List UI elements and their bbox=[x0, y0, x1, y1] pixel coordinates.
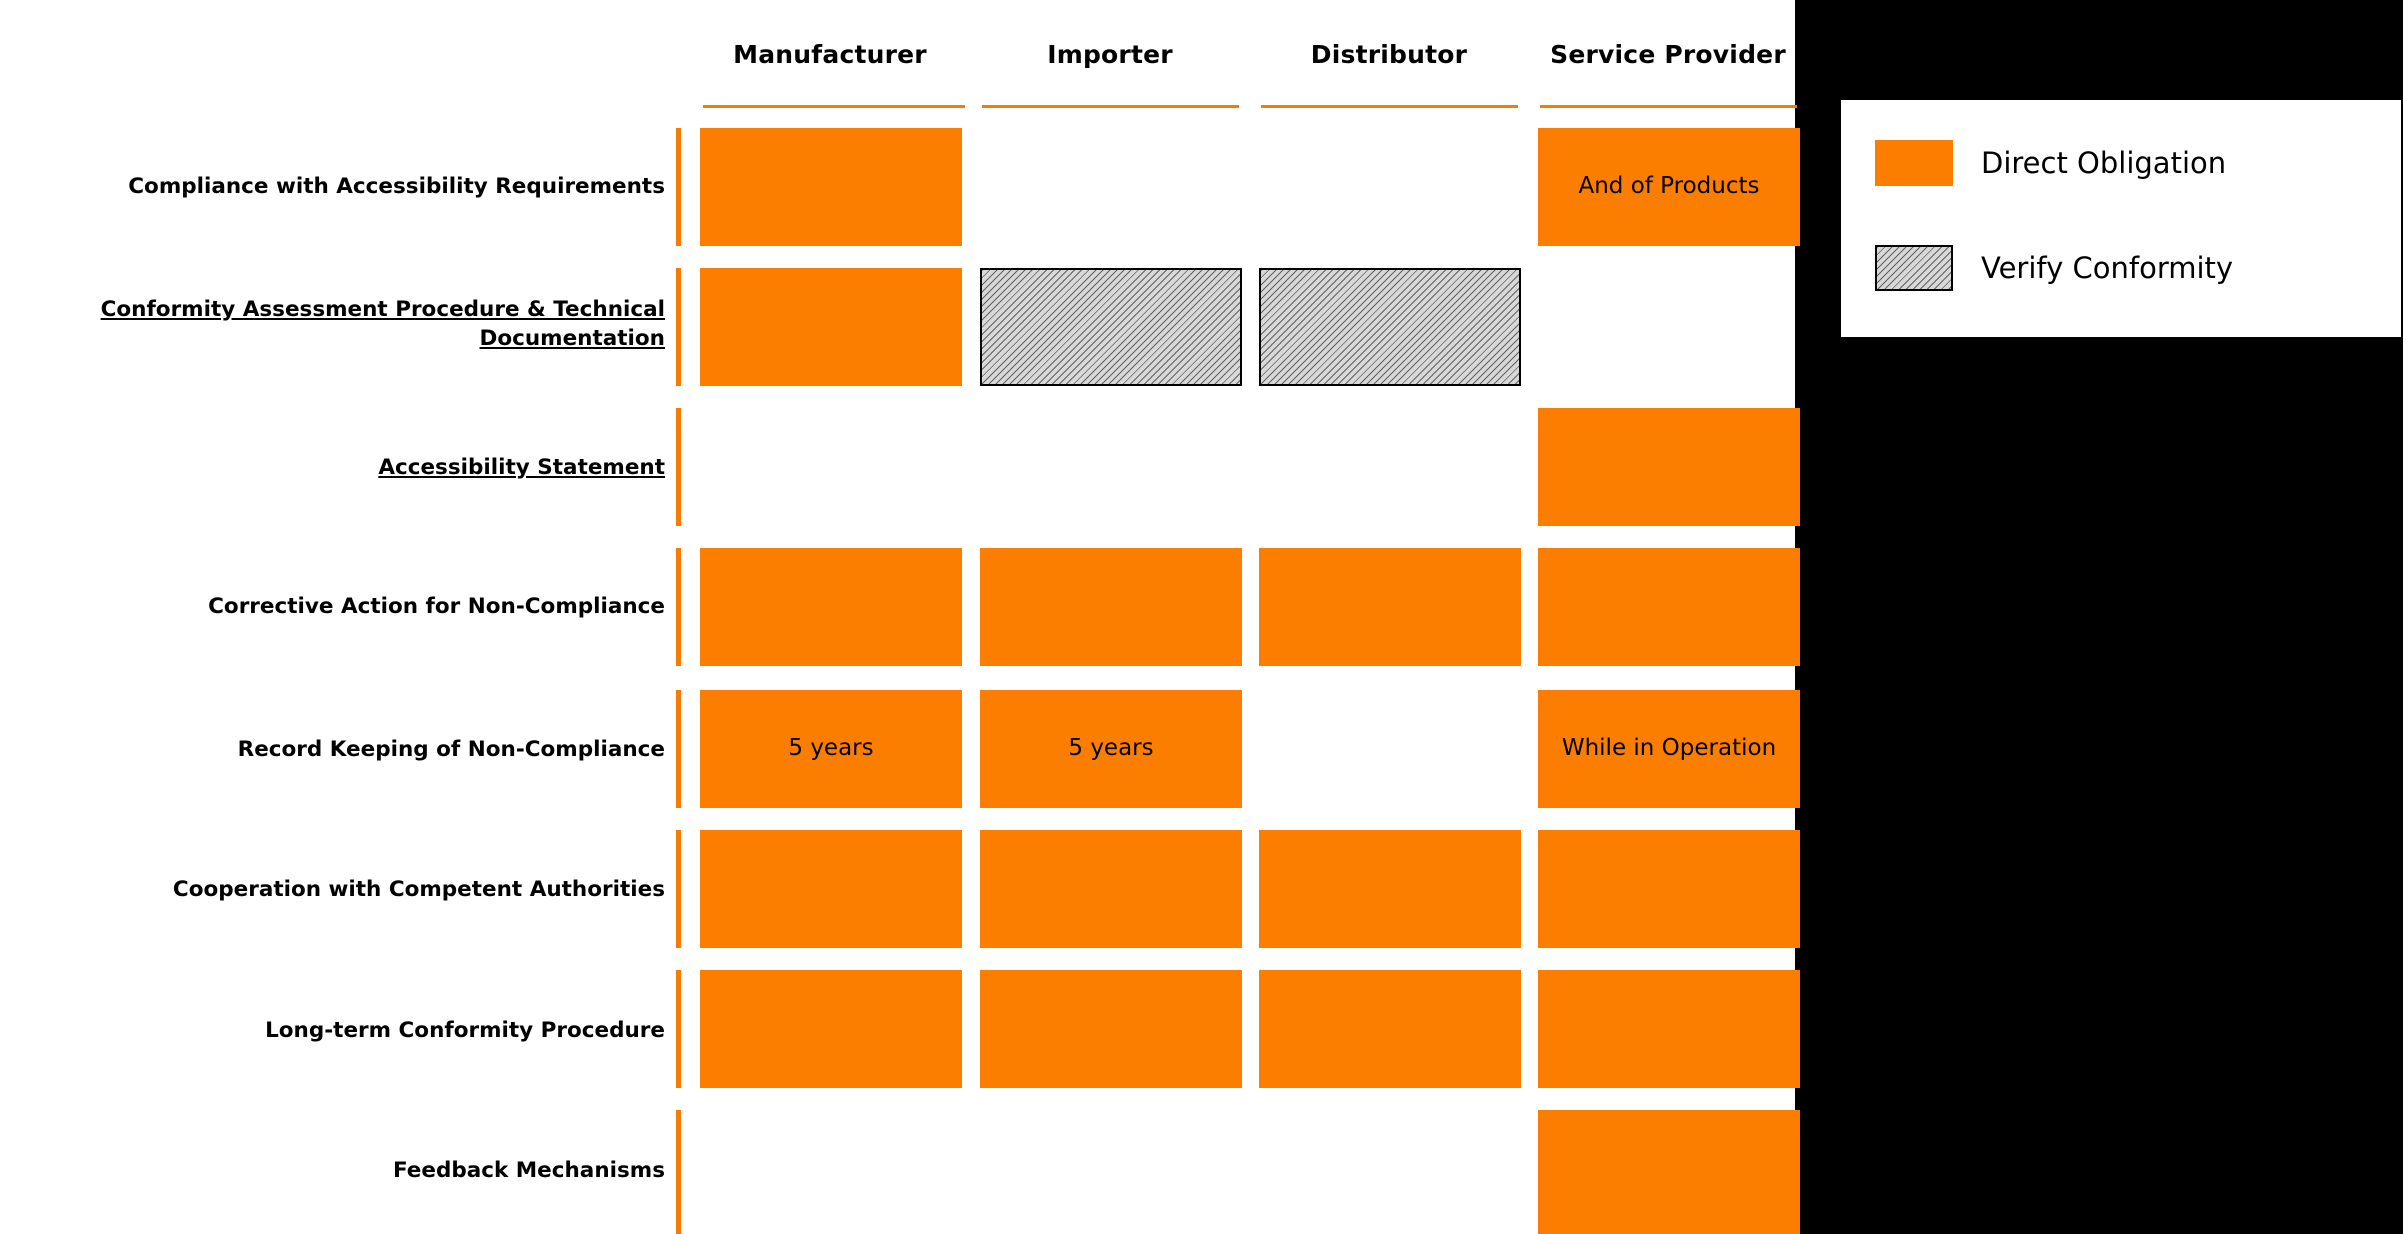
legend-label: Direct Obligation bbox=[1981, 146, 2227, 180]
cell-importer-conformity-assessment bbox=[980, 268, 1242, 386]
cell-service-provider-cooperation bbox=[1538, 830, 1800, 948]
row-label-text: Record Keeping of Non-Compliance bbox=[237, 737, 665, 762]
column-rule-importer bbox=[982, 105, 1239, 108]
row-tick bbox=[676, 548, 681, 666]
cell-manufacturer-cooperation bbox=[700, 830, 962, 948]
cell-text: While in Operation bbox=[1561, 735, 1777, 762]
row-label-text: Feedback Mechanisms bbox=[392, 1158, 665, 1183]
cell-service-provider-feedback-mechanisms bbox=[1538, 1110, 1800, 1234]
row-tick bbox=[676, 1110, 681, 1234]
cell-text: 5 years bbox=[1068, 735, 1154, 762]
legend-swatch-verify-icon bbox=[1875, 245, 1953, 291]
row-tick bbox=[676, 408, 681, 526]
column-header-distributor bbox=[1259, 40, 1519, 88]
column-rule-service-provider bbox=[1540, 105, 1797, 108]
row-label-accessibility-statement bbox=[90, 453, 665, 482]
column-header-importer bbox=[980, 40, 1240, 88]
row-label-text: Compliance with Accessibility Requirements bbox=[128, 174, 665, 199]
legend-label: Verify Conformity bbox=[1981, 251, 2234, 285]
cell-service-provider-accessibility-statement bbox=[1538, 408, 1800, 526]
row-label-record-keeping-of-non-compliance bbox=[90, 735, 665, 764]
column-header-label: Service Provider bbox=[1550, 40, 1786, 69]
row-label-corrective-action-for-non-compliance bbox=[90, 592, 665, 621]
row-label-text: Corrective Action for Non-Compliance bbox=[208, 594, 665, 619]
legend-swatch-direct-icon bbox=[1875, 140, 1953, 186]
row-label-conformity-assessment-procedure bbox=[50, 295, 665, 353]
row-tick bbox=[676, 128, 681, 246]
cell-distributor-corrective-action bbox=[1259, 548, 1521, 666]
legend-entry-verify-conformity bbox=[1875, 245, 2233, 291]
cell-service-provider-compliance bbox=[1538, 128, 1800, 246]
cell-service-provider-long-term-conformity bbox=[1538, 970, 1800, 1088]
cell-manufacturer-record-keeping bbox=[700, 690, 962, 808]
cell-distributor-long-term-conformity bbox=[1259, 970, 1521, 1088]
row-label-text: Conformity Assessment Procedure & Technical Documentation bbox=[100, 297, 665, 352]
row-tick bbox=[676, 268, 681, 386]
row-label-long-term-conformity-procedure bbox=[90, 1016, 665, 1045]
cell-service-provider-record-keeping bbox=[1538, 690, 1800, 808]
cell-importer-long-term-conformity bbox=[980, 970, 1242, 1088]
column-header-label: Manufacturer bbox=[733, 40, 927, 69]
cell-importer-record-keeping bbox=[980, 690, 1242, 808]
column-header-manufacturer bbox=[700, 40, 960, 88]
cell-importer-cooperation bbox=[980, 830, 1242, 948]
column-header-label: Importer bbox=[1047, 40, 1173, 69]
row-label-text: Long-term Conformity Procedure bbox=[265, 1018, 665, 1043]
row-label-cooperation-with-competent-authorities bbox=[90, 875, 665, 904]
cell-manufacturer-corrective-action bbox=[700, 548, 962, 666]
row-label-feedback-mechanisms bbox=[90, 1156, 665, 1185]
cell-text: And of Products bbox=[1578, 173, 1760, 200]
column-header-service-provider bbox=[1538, 40, 1798, 88]
row-tick bbox=[676, 830, 681, 948]
legend-entry-direct-obligation bbox=[1875, 140, 2226, 186]
cell-manufacturer-long-term-conformity bbox=[700, 970, 962, 1088]
row-label-compliance-with-accessibility-requirements bbox=[90, 172, 665, 201]
cell-text: 5 years bbox=[788, 735, 874, 762]
cell-importer-corrective-action bbox=[980, 548, 1242, 666]
row-tick bbox=[676, 690, 681, 808]
cell-service-provider-corrective-action bbox=[1538, 548, 1800, 666]
row-label-text: Accessibility Statement bbox=[378, 455, 665, 480]
cell-distributor-cooperation bbox=[1259, 830, 1521, 948]
cell-manufacturer-conformity-assessment bbox=[700, 268, 962, 386]
legend bbox=[1841, 100, 2401, 337]
column-rule-manufacturer bbox=[703, 105, 965, 108]
row-tick bbox=[676, 970, 681, 1088]
cell-manufacturer-compliance bbox=[700, 128, 962, 246]
column-header-label: Distributor bbox=[1310, 40, 1468, 69]
row-label-text: Cooperation with Competent Authorities bbox=[172, 877, 665, 902]
cell-distributor-conformity-assessment bbox=[1259, 268, 1521, 386]
column-rule-distributor bbox=[1261, 105, 1518, 108]
